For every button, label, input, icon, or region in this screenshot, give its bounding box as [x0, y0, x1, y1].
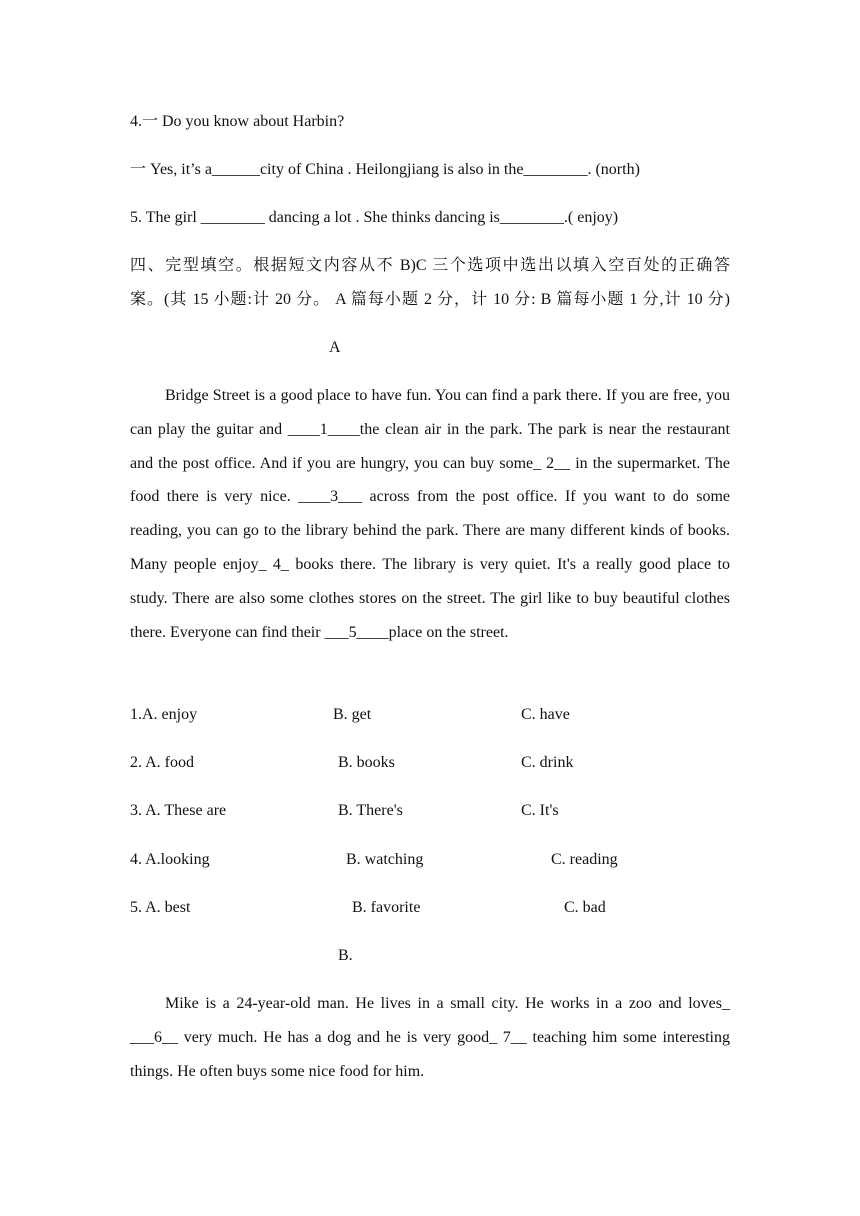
option-1-c: C. have — [521, 706, 570, 723]
option-1-b: B. get — [333, 706, 372, 723]
section-4-heading-line-1: 四、完型填空。根据短文内容从不 B)C 三个选项中选出以填入空百处的正确答 — [130, 257, 730, 274]
option-2-b: B. books — [338, 754, 395, 771]
section-4-heading-line-2: 案。(其 15 小题:计 20 分。 A 篇每小题 2 分，计 10 分: B 篇每小题 1 分,计 10 分) — [130, 291, 730, 308]
option-3-b: B. There's — [338, 802, 403, 819]
option-3-a: 3. A. These are — [130, 802, 227, 819]
passage-a — [130, 379, 730, 649]
option-4-c: C. reading — [551, 851, 618, 868]
question-4-line-2: 一 Yes, it’s a______city of China . Heilongjiang is also in the________. (north) — [130, 161, 640, 178]
option-3-c: C. It's — [521, 802, 559, 819]
option-4-b: B. watching — [346, 851, 424, 868]
option-2-c: C. drink — [521, 754, 574, 771]
passage-a-text: Bridge Street is a good place to have fun. You can find a park there. If you are free, you can play the guitar and ____1____the clean air in the park. The park is near the restaurant and the post office. And if you are hungry, you can buy some_ 2__ in the supermarket. The food there is very nice. ____3___ across from the post office. If you want to do some reading, you can go to the library behind the park. There are many different kinds of books. Many people enjoy_ 4_ books there. The library is very quiet. It's a really good place to study. There are also some clothes stores on the street. The girl like to buy beautiful clothes there. Everyone can find their ___5____place on the street. — [130, 387, 730, 641]
option-5-b: B. favorite — [352, 899, 421, 916]
question-4-line-1: 4.一 Do you know about Harbin? — [130, 113, 345, 130]
option-4-a: 4. A.looking — [130, 851, 210, 868]
option-5-c: C. bad — [564, 899, 606, 916]
option-1-a: 1.A. enjoy — [130, 706, 198, 723]
passage-b-label: B. — [338, 947, 353, 964]
passage-b-text: Mike is a 24-year-old man. He lives in a small city. He works in a zoo and loves_ ___6__ very much. He has a dog and he is very good_ 7__ teaching him some interesting things. He often buys some nice food for him. — [130, 995, 730, 1080]
question-5: 5. The girl ________ dancing a lot . She thinks dancing is________.( enjoy) — [130, 209, 619, 226]
passage-b — [130, 987, 730, 1088]
option-5-a: 5. A. best — [130, 899, 191, 916]
option-2-a: 2. A. food — [130, 754, 194, 771]
passage-a-label: A — [329, 339, 341, 356]
